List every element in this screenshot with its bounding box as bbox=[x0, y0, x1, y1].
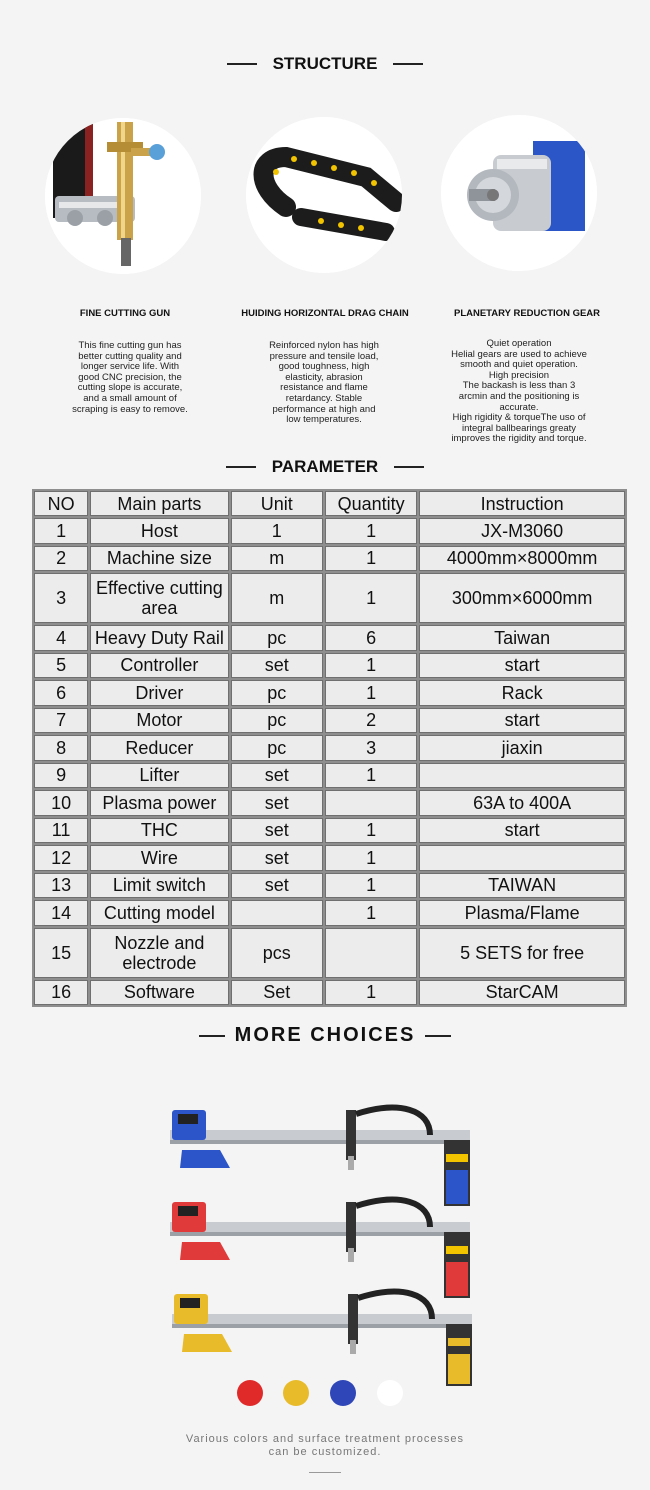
cell-quantity: 1 bbox=[325, 873, 417, 899]
structure-heading bbox=[0, 54, 650, 74]
cutting-torch-image bbox=[45, 118, 201, 274]
cell-part: Limit switch bbox=[90, 873, 228, 899]
cell-instruction: 5 SETS for free bbox=[419, 928, 625, 978]
cell-quantity: 1 bbox=[325, 573, 417, 623]
desc-line: High rigidity & torqueThe uso of bbox=[452, 412, 586, 424]
desc-line: low temperatures. bbox=[286, 414, 362, 426]
table-row bbox=[34, 708, 625, 734]
cell-unit: set bbox=[231, 790, 323, 816]
cell-part: Plasma power bbox=[90, 790, 228, 816]
desc-line: cutting slope is accurate, bbox=[77, 382, 183, 394]
parameter-title: PARAMETER bbox=[271, 457, 379, 476]
header-instruction: Instruction bbox=[419, 491, 625, 516]
desc-line: This fine cutting gun has bbox=[78, 340, 182, 351]
cell-quantity: 1 bbox=[325, 518, 417, 544]
cell-instruction: StarCAM bbox=[419, 980, 625, 1006]
reduction-gear-image bbox=[441, 115, 597, 271]
cell-instruction: jiaxin bbox=[419, 735, 625, 761]
machine-red bbox=[170, 1200, 470, 1298]
table-row bbox=[34, 518, 625, 544]
feature-desc-cutting-gun bbox=[45, 341, 215, 415]
cell-quantity: 1 bbox=[325, 546, 417, 572]
desc-line: performance at high and bbox=[272, 403, 376, 415]
header-no: NO bbox=[34, 491, 88, 516]
table-header-row bbox=[34, 491, 625, 516]
cell-no: 10 bbox=[34, 790, 88, 816]
cell-no: 14 bbox=[34, 900, 88, 926]
cell-quantity: 1 bbox=[325, 763, 417, 789]
machine-yellow bbox=[172, 1292, 472, 1386]
table-row bbox=[34, 900, 625, 926]
desc-line: Quiet operation bbox=[486, 338, 552, 349]
desc-line: Helial gears are used to achieve bbox=[451, 348, 587, 360]
header-unit: Unit bbox=[231, 491, 323, 516]
table-row bbox=[34, 873, 625, 899]
table-row bbox=[34, 735, 625, 761]
feature-title-reduction-gear: PLANETARY REDUCTION GEAR bbox=[453, 308, 601, 319]
customization-caption bbox=[0, 1433, 650, 1459]
cell-unit: set bbox=[231, 818, 323, 844]
cell-quantity: 1 bbox=[325, 818, 417, 844]
cell-unit: 1 bbox=[231, 518, 323, 544]
table-row bbox=[34, 625, 625, 651]
table-row bbox=[34, 573, 625, 623]
cell-no: 5 bbox=[34, 653, 88, 679]
cell-no: 12 bbox=[34, 845, 88, 871]
cell-unit: pc bbox=[231, 625, 323, 651]
table-row bbox=[34, 763, 625, 789]
drag-chain-image bbox=[246, 117, 402, 273]
cell-unit bbox=[231, 900, 323, 926]
desc-line: good toughness, high bbox=[278, 361, 370, 373]
cell-instruction bbox=[419, 763, 625, 789]
cell-unit: Set bbox=[231, 980, 323, 1006]
feature-desc-drag-chain bbox=[239, 341, 409, 426]
heading-rule-right bbox=[393, 63, 423, 65]
cell-instruction: start bbox=[419, 818, 625, 844]
cell-quantity: 2 bbox=[325, 708, 417, 734]
cell-no: 16 bbox=[34, 980, 88, 1006]
cell-part: Effective cutting area bbox=[90, 573, 228, 623]
cell-instruction: Rack bbox=[419, 680, 625, 706]
cell-quantity: 3 bbox=[325, 735, 417, 761]
table-row bbox=[34, 653, 625, 679]
cell-unit: set bbox=[231, 845, 323, 871]
table-row bbox=[34, 680, 625, 706]
desc-line: integral ballbearings greaty bbox=[461, 422, 577, 434]
color-swatch-yellow bbox=[283, 1380, 309, 1406]
table-row bbox=[34, 546, 625, 572]
cell-no: 13 bbox=[34, 873, 88, 899]
desc-line: good CNC precision, the bbox=[78, 371, 182, 383]
cell-part: Machine size bbox=[90, 546, 228, 572]
cell-part: Wire bbox=[90, 845, 228, 871]
cell-quantity bbox=[325, 790, 417, 816]
cell-quantity: 1 bbox=[325, 845, 417, 871]
cell-unit: set bbox=[231, 873, 323, 899]
cell-no: 15 bbox=[34, 928, 88, 978]
desc-line: and a small amount of bbox=[83, 392, 177, 404]
cell-part: Controller bbox=[90, 653, 228, 679]
desc-line: pressure and tensile load, bbox=[269, 350, 379, 362]
cell-instruction: Taiwan bbox=[419, 625, 625, 651]
caption-line: Various colors and surface treatment processes bbox=[185, 1433, 465, 1445]
cell-instruction: 4000mm×8000mm bbox=[419, 546, 625, 572]
desc-line: retardancy. Stable bbox=[285, 392, 363, 404]
cell-no: 4 bbox=[34, 625, 88, 651]
parameter-heading bbox=[0, 457, 650, 477]
parameter-table bbox=[32, 489, 627, 1007]
heading-rule-right bbox=[425, 1035, 451, 1037]
cell-no: 6 bbox=[34, 680, 88, 706]
bottom-divider bbox=[309, 1472, 341, 1473]
cell-quantity bbox=[325, 928, 417, 978]
cell-unit: pc bbox=[231, 680, 323, 706]
header-quantity: Quantity bbox=[325, 491, 417, 516]
cell-instruction: 63A to 400A bbox=[419, 790, 625, 816]
heading-rule-left bbox=[226, 466, 256, 468]
cnc-machines-image bbox=[160, 1100, 490, 1390]
cell-instruction: start bbox=[419, 653, 625, 679]
color-swatch-red bbox=[237, 1380, 263, 1406]
cell-unit: pc bbox=[231, 735, 323, 761]
cell-part: Nozzle and electrode bbox=[90, 928, 228, 978]
table-row bbox=[34, 790, 625, 816]
cell-quantity: 6 bbox=[325, 625, 417, 651]
table-row bbox=[34, 928, 625, 978]
desc-line: improves the rigidity and torque. bbox=[451, 433, 587, 445]
cell-no: 1 bbox=[34, 518, 88, 544]
heading-rule-left bbox=[199, 1035, 225, 1037]
desc-line: accurate. bbox=[499, 401, 539, 413]
cell-part: Lifter bbox=[90, 763, 228, 789]
cell-no: 7 bbox=[34, 708, 88, 734]
cell-unit: pcs bbox=[231, 928, 323, 978]
color-swatch-blue bbox=[330, 1380, 356, 1406]
feature-title-cutting-gun: FINE CUTTING GUN bbox=[79, 308, 171, 319]
cell-part: Driver bbox=[90, 680, 228, 706]
cell-no: 3 bbox=[34, 573, 88, 623]
cell-no: 11 bbox=[34, 818, 88, 844]
cell-no: 9 bbox=[34, 763, 88, 789]
cell-part: Reducer bbox=[90, 735, 228, 761]
heading-rule-left bbox=[227, 63, 257, 65]
table-row bbox=[34, 845, 625, 871]
feature-title-drag-chain: HUIDING HORIZONTAL DRAG CHAIN bbox=[241, 308, 409, 319]
structure-title: STRUCTURE bbox=[272, 54, 378, 73]
cell-part: Heavy Duty Rail bbox=[90, 625, 228, 651]
desc-line: scraping is easy to remove. bbox=[72, 403, 188, 415]
more-choices-title: MORE CHOICES bbox=[234, 1024, 416, 1046]
cell-unit: pc bbox=[231, 708, 323, 734]
desc-line: arcmin and the positioning is bbox=[458, 390, 580, 402]
feature-desc-reduction-gear bbox=[434, 339, 604, 445]
header-main-parts: Main parts bbox=[90, 491, 228, 516]
cell-part: Cutting model bbox=[90, 900, 228, 926]
desc-line: longer service life. With bbox=[80, 361, 180, 373]
cell-instruction: TAIWAN bbox=[419, 873, 625, 899]
cell-unit: m bbox=[231, 546, 323, 572]
cell-unit: set bbox=[231, 653, 323, 679]
machine-blue bbox=[170, 1108, 470, 1206]
desc-line: High precision bbox=[488, 369, 550, 381]
desc-line: better cutting quality and bbox=[78, 350, 182, 362]
cell-no: 8 bbox=[34, 735, 88, 761]
caption-line: can be customized. bbox=[268, 1446, 382, 1458]
cell-instruction: JX-M3060 bbox=[419, 518, 625, 544]
cell-part: Software bbox=[90, 980, 228, 1006]
desc-line: Reinforced nylon has high bbox=[269, 340, 379, 351]
desc-line: elasticity, abrasion bbox=[285, 371, 363, 383]
desc-line: smooth and quiet operation. bbox=[460, 359, 578, 371]
desc-line: resistance and flame bbox=[280, 382, 368, 394]
cell-quantity: 1 bbox=[325, 900, 417, 926]
cell-instruction: start bbox=[419, 708, 625, 734]
cell-part: THC bbox=[90, 818, 228, 844]
cell-part: Motor bbox=[90, 708, 228, 734]
color-swatch-white bbox=[377, 1380, 403, 1406]
cell-unit: set bbox=[231, 763, 323, 789]
desc-line: The backash is less than 3 bbox=[462, 380, 576, 392]
heading-rule-right bbox=[394, 466, 424, 468]
cell-instruction: 300mm×6000mm bbox=[419, 573, 625, 623]
more-choices-heading bbox=[0, 1024, 650, 1047]
cell-instruction: Plasma/Flame bbox=[419, 900, 625, 926]
cell-instruction bbox=[419, 845, 625, 871]
cell-quantity: 1 bbox=[325, 680, 417, 706]
cell-unit: m bbox=[231, 573, 323, 623]
cell-quantity: 1 bbox=[325, 980, 417, 1006]
cell-part: Host bbox=[90, 518, 228, 544]
cell-no: 2 bbox=[34, 546, 88, 572]
table-row bbox=[34, 818, 625, 844]
table-row bbox=[34, 980, 625, 1006]
cell-quantity: 1 bbox=[325, 653, 417, 679]
